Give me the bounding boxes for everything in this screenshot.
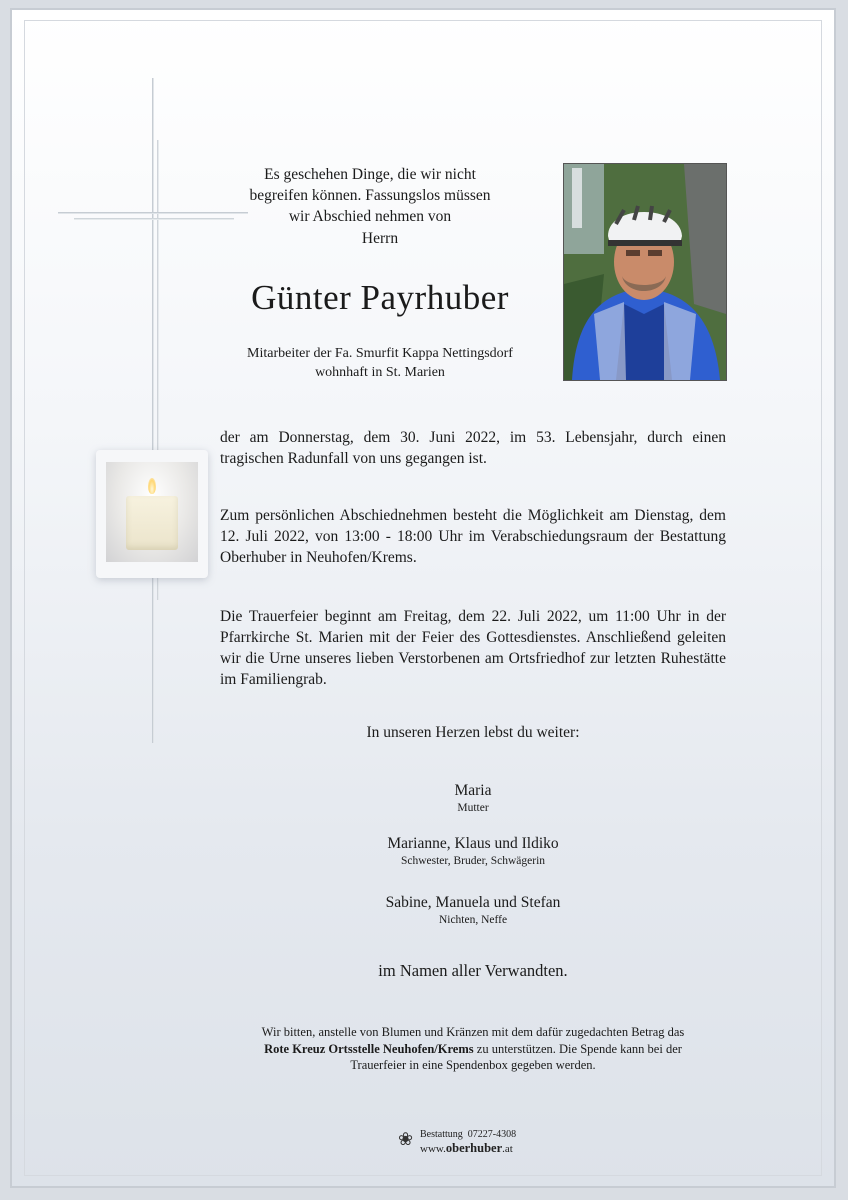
web-prefix: www. — [420, 1143, 446, 1155]
intro-text — [220, 164, 520, 227]
web-brand: oberhuber — [445, 1141, 503, 1155]
mourner-entry — [220, 894, 726, 926]
donation-organization: Rote Kreuz Ortsstelle Neuhofen/Krems — [264, 1041, 474, 1056]
donation-line-3: Trauerfeier in eine Spendenbox gegeben werden. — [350, 1058, 596, 1072]
mourner-entry — [220, 782, 726, 814]
salutation: Herrn — [361, 230, 399, 247]
role-line-1: Mitarbeiter der Fa. Smurfit Kappa Nettingsdorf — [247, 346, 513, 361]
deceased-photo — [563, 163, 727, 381]
intro-line-1: Es geschehen Dinge, die wir nicht — [264, 166, 476, 183]
mourner-entry — [220, 835, 726, 867]
footer-contact — [420, 1129, 516, 1140]
death-paragraph: der am Donnerstag, dem 30. Juni 2022, im 53. Lebensjahr, durch einen tragischen Radunfall von uns gegangen ist. — [220, 429, 726, 467]
candle-background — [106, 462, 198, 562]
funeral-home-footer — [396, 1128, 556, 1158]
footer-website[interactable] — [420, 1141, 513, 1156]
footer-company: Bestattung — [420, 1129, 463, 1140]
dove-logo-icon: ❀ — [398, 1129, 414, 1149]
donation-request — [200, 1024, 746, 1074]
funeral-paragraph: Die Trauerfeier beginnt am Freitag, dem 22. Juli 2022, um 11:00 Uhr in der Pfarrkirche St. Marien mit der Feier des Gottesdienstes. Anschließend geleiten wir die Urne unseres lieben Verstorbenen am Ortsfriedhof zur letzten Ruhestätte im Familiengrab. — [220, 608, 726, 688]
mourner-relation: Schwester, Bruder, Schwägerin — [400, 855, 546, 867]
donation-line-2-rest: zu unterstützen. Die Spende kann bei der — [473, 1041, 682, 1056]
donation-line-1: Wir bitten, anstelle von Blumen und Kränzen mit dem dafür zugedachten Betrag das — [261, 1025, 685, 1039]
web-suffix: .at — [502, 1143, 513, 1155]
farewell-paragraph: Zum persönlichen Abschiednehmen besteht die Möglichkeit am Dienstag, dem 12. Juli 2022, von 13:00 - 18:00 Uhr im Verabschiedungsraum der Bestattung Oberhuber in Neuhofen/Krems. — [220, 507, 726, 566]
heart-line: In unseren Herzen lebst du weiter: — [366, 724, 580, 741]
footer-phone: 07227-4308 — [467, 1129, 517, 1140]
cross-icon-vertical — [152, 78, 154, 743]
candle-image — [96, 450, 208, 578]
deceased-role — [200, 344, 560, 382]
donation-line-2 — [200, 1041, 746, 1058]
intro-line-3: wir Abschied nehmen von — [288, 208, 452, 225]
on-behalf-line: im Namen aller Verwandten. — [378, 961, 568, 980]
mourner-name: Marianne, Klaus und Ildiko — [387, 835, 559, 852]
cross-icon-horizontal-shadow — [74, 218, 234, 220]
mourner-relation: Nichten, Neffe — [438, 914, 508, 926]
deceased-photo-illustration — [564, 164, 726, 380]
role-line-2: wohnhaft in St. Marien — [315, 365, 445, 380]
mourner-name: Maria — [454, 782, 492, 799]
mourner-relation: Mutter — [457, 802, 489, 814]
mourner-name: Sabine, Manuela und Stefan — [385, 894, 561, 911]
deceased-name: Günter Payrhuber — [251, 278, 509, 317]
candle-flame-icon — [148, 478, 156, 494]
intro-line-2: begreifen können. Fassungslos müssen — [249, 187, 491, 204]
candle-icon — [126, 496, 178, 550]
